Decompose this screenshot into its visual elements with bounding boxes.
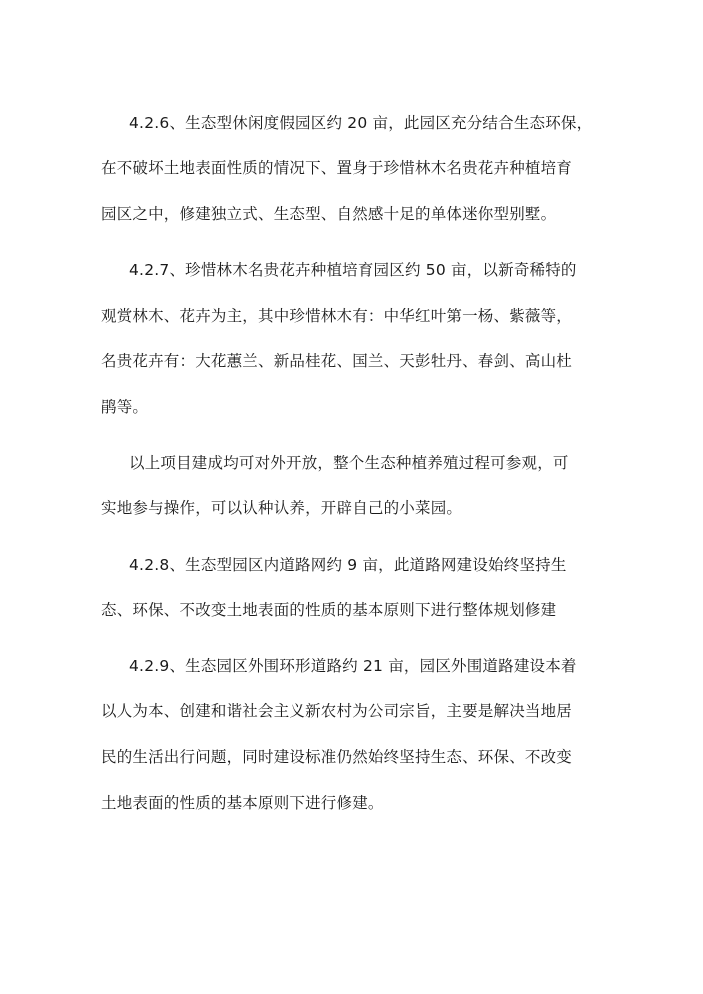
paragraph-line: 态、环保、不改变土地表面的性质的基本原则下进行整体规划修建 xyxy=(101,601,557,619)
paragraph-line: 4.2.6、生态型休闲度假园区约 20 亩，此园区充分结合生态环保， xyxy=(129,114,593,132)
paragraph-line: 4.2.8、生态型园区内道路网约 9 亩，此道路网建设始终坚持生 xyxy=(129,556,567,574)
paragraph-line: 4.2.9、生态园区外围环形道路约 21 亩，园区外围道路建设本着 xyxy=(129,657,577,675)
paragraph-line: 民的生活出行问题，同时建设标准仍然始终坚持生态、环保、不改变 xyxy=(101,748,573,766)
paragraph-line: 土地表面的性质的基本原则下进行修建。 xyxy=(101,794,384,812)
paragraph-line: 园区之中，修建独立式、生态型、自然感十足的单体迷你型别墅。 xyxy=(101,205,557,223)
paragraph-line: 在不破坏土地表面性质的情况下、置身于珍惜林木名贵花卉种植培育 xyxy=(101,159,573,177)
paragraph-line: 4.2.7、珍惜林木名贵花卉种植培育园区约 50 亩，以新奇稀特的 xyxy=(129,261,577,279)
paragraph-line: 以人为本、创建和谐社会主义新农村为公司宗旨，主要是解决当地居 xyxy=(101,702,573,720)
paragraph-line: 以上项目建成均可对外开放，整个生态种植养殖过程可参观，可 xyxy=(129,454,569,472)
paragraph-line: 名贵花卉有：大花蕙兰、新品桂花、国兰、天彭牡丹、春剑、高山杜 xyxy=(101,352,573,370)
paragraph-line: 鹃等。 xyxy=(101,398,149,416)
paragraph-line: 观赏林木、花卉为主，其中珍惜林木有：中华红叶第一杨、紫薇等， xyxy=(101,307,573,325)
paragraph-line: 实地参与操作，可以认种认养，开辟自己的小菜园。 xyxy=(101,499,463,517)
